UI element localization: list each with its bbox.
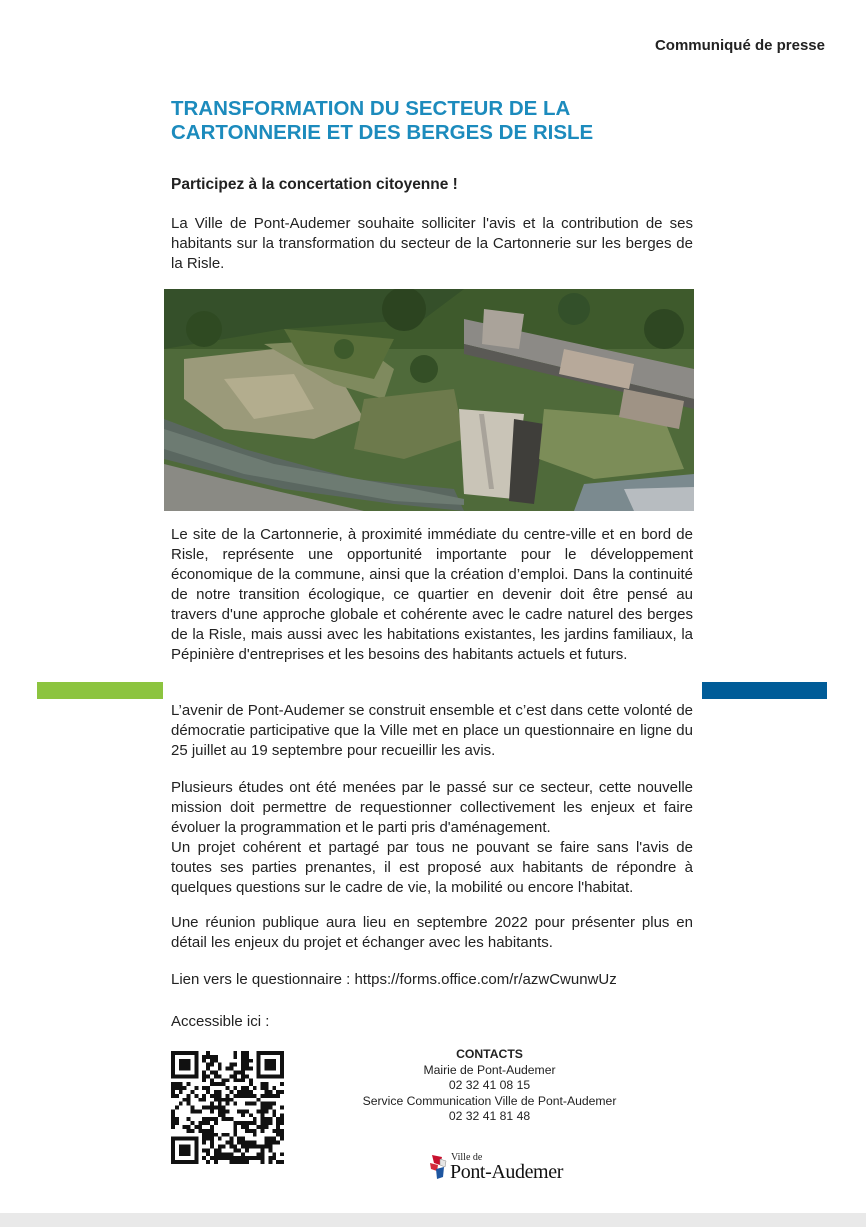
site-description-paragraph: Le site de la Cartonnerie, à proximité immédiate du centre-ville et en bord de Risle, représente une opportunité importante pour le développement économique de la commune, ainsi que la création d’emploi. Dans la continuité de notre transition écologique, ce quartier en devenir doit être pensé au travers d'une approche globale et cohérente avec le cadre naturel des berges de la Risle, mais aussi avec les habitations existantes, les jardins familiaux, la Pépinière d'entreprises et les besoins des habitants actuels et futurs. bbox=[171, 526, 693, 663]
accessible-label: Accessible ici : bbox=[171, 1013, 270, 1030]
accent-bar-blue bbox=[702, 682, 827, 699]
accent-bar-green bbox=[37, 682, 163, 699]
subtitle: Participez à la concertation citoyenne ! bbox=[171, 176, 458, 193]
contacts-block bbox=[362, 1047, 617, 1125]
contact-line: 02 32 41 81 48 bbox=[448, 1109, 531, 1124]
heraldic-logo-icon bbox=[428, 1153, 448, 1183]
contact-line: Service Communication Ville de Pont-Audemer bbox=[362, 1093, 617, 1108]
contact-line: 02 32 41 08 15 bbox=[448, 1078, 531, 1093]
page-title: TRANSFORMATION DU SECTEUR DE LA CARTONNERIE ET DES BERGES DE RISLE bbox=[171, 97, 594, 144]
page-bottom-shade bbox=[0, 1213, 866, 1227]
contact-line: Mairie de Pont-Audemer bbox=[423, 1062, 556, 1077]
logo-small-text: Ville de bbox=[451, 1152, 483, 1163]
contacts-heading: CONTACTS bbox=[456, 1047, 523, 1061]
logo-big-text: Pont-Audemer bbox=[450, 1161, 563, 1183]
intro-paragraph: La Ville de Pont-Audemer souhaite solliciter l'avis et la contribution de ses habitants sur la transformation du secteur de la Cartonnerie sur les berges de la Risle. bbox=[171, 215, 693, 272]
document-type-label: Communiqué de presse bbox=[654, 37, 825, 54]
city-logo bbox=[423, 1150, 583, 1190]
qr-code-icon[interactable] bbox=[171, 1051, 284, 1164]
public-meeting-paragraph: Une réunion publique aura lieu en septembre 2022 pour présenter plus en détail les enjeux du projet et échanger avec les habitants. bbox=[171, 914, 693, 951]
aerial-photo bbox=[164, 289, 694, 511]
participation-paragraph: L’avenir de Pont-Audemer se construit ensemble et c’est dans cette volonté de démocratie participative que la Ville met en place un questionnaire en ligne du 25 juillet au 19 septembre pour recueillir les avis. bbox=[171, 702, 693, 759]
questionnaire-link[interactable]: Lien vers le questionnaire : https://forms.office.com/r/azwCwunwUz bbox=[171, 971, 617, 988]
studies-paragraph: Plusieurs études ont été menées par le passé sur ce secteur, cette nouvelle mission doit permettre de requestionner collectivement les enjeux et faire évoluer la programmation et le parti pris d'aménagement. Un projet cohérent et partagé par tous ne pouvant se faire sans l'avis de toutes ses parties prenantes, il est proposé aux habitants de répondre à quelques questions sur le cadre de vie, la mobilité ou encore l'habitat. bbox=[171, 779, 693, 896]
